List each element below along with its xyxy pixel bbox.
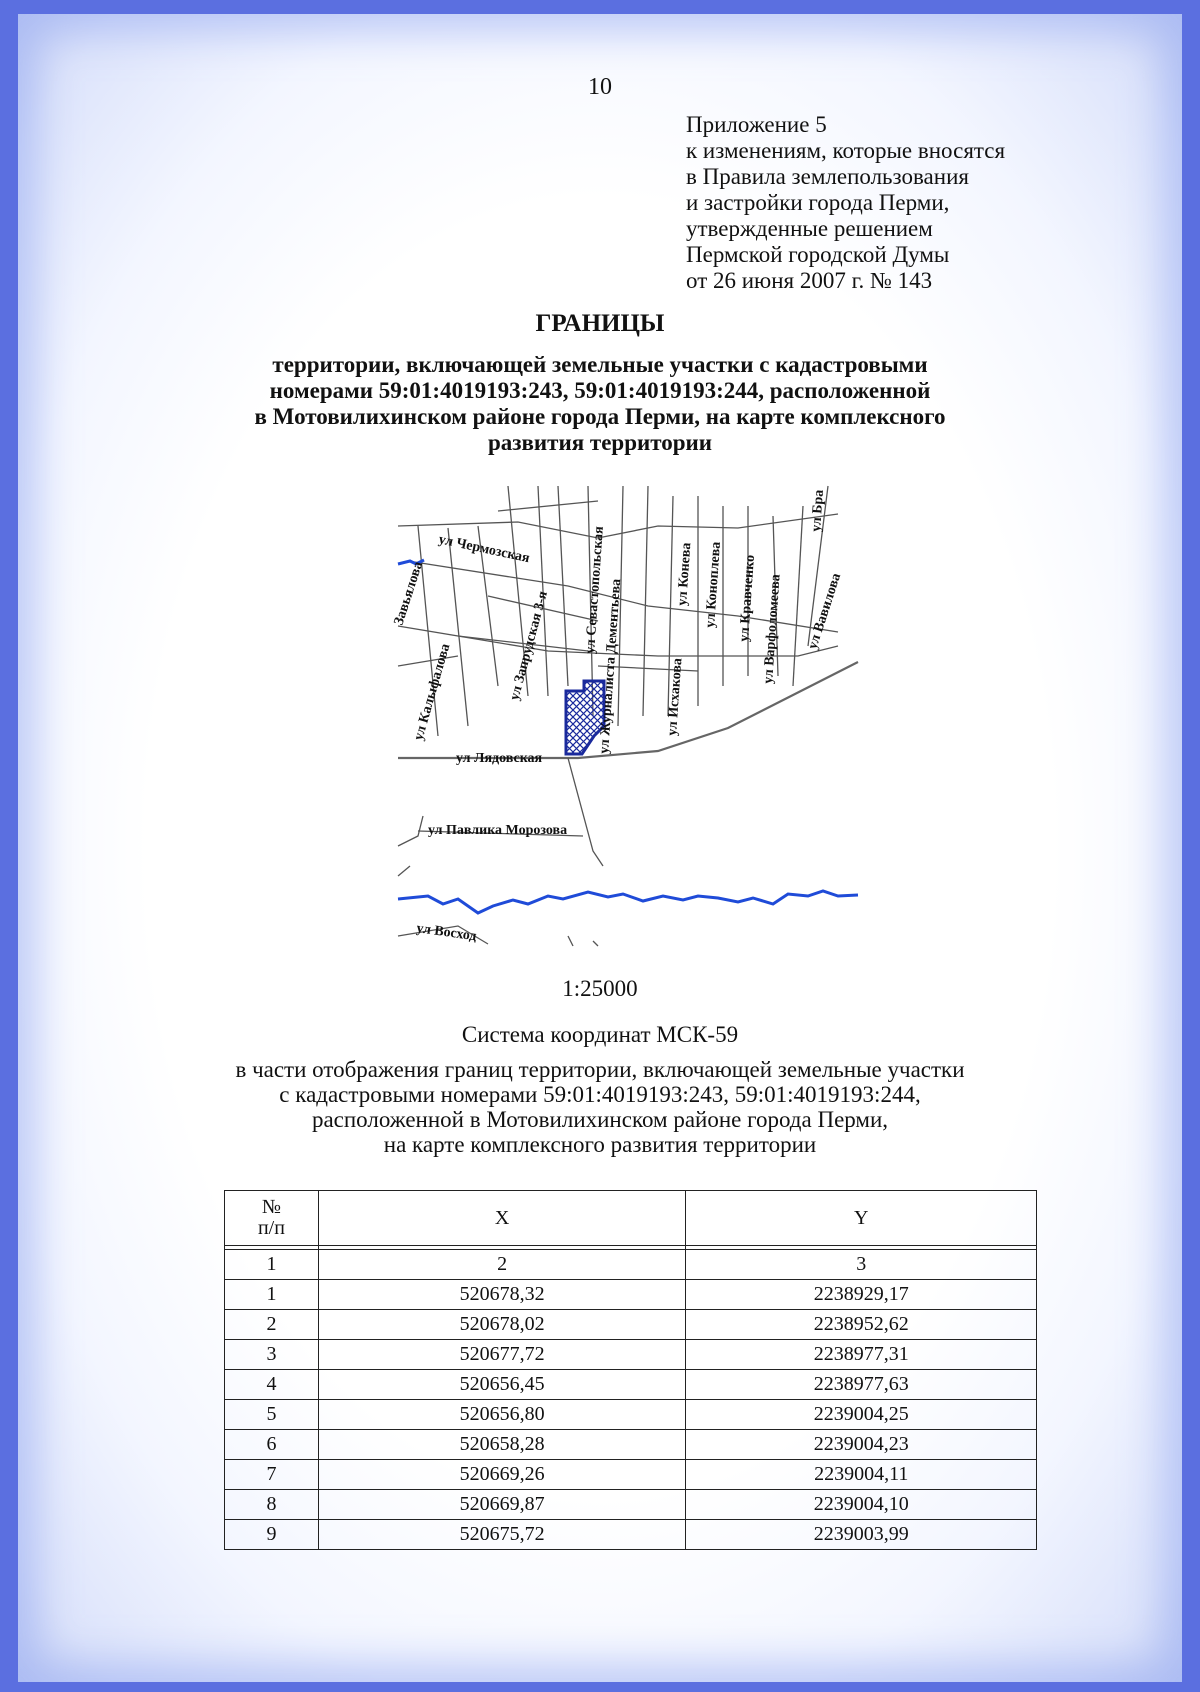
column-number-row: 1 2 3: [225, 1250, 1037, 1280]
document-subtitle: [150, 352, 1050, 456]
table-row: 3 520677,72 2238977,31: [225, 1340, 1037, 1370]
page-number: 10: [588, 74, 612, 100]
subtitle-line: развития территории: [487, 430, 713, 455]
header-y: Y: [686, 1191, 1037, 1246]
street-label: ул Бра: [809, 489, 827, 533]
description-line: на карте комплексного развития территории: [383, 1132, 817, 1157]
table-row: 5 520656,80 2239004,25: [225, 1400, 1037, 1430]
table-row: 4 520656,45 2238977,63: [225, 1370, 1037, 1400]
appendix-line: к изменениям, которые вносятся: [686, 138, 1006, 163]
subtitle-line: территории, включающей земельные участки с кадастровыми: [272, 352, 928, 377]
street-label: ул Чермозская: [437, 532, 531, 567]
street-label: ул Коноплева: [703, 541, 725, 629]
subtitle-line: в Мотовилихинском районе города Перми, на карте комплексного: [254, 404, 946, 429]
appendix-line: от 26 июня 2007 г. № 143: [686, 268, 933, 293]
appendix-line: Пермской городской Думы: [686, 242, 950, 267]
header-x: X: [318, 1191, 686, 1246]
street-label: ул Кравченко: [737, 554, 759, 643]
description-line: с кадастровыми номерами 59:01:4019193:243, 59:01:4019193:244,: [279, 1082, 921, 1107]
coordinate-system: Система координат МСК-59: [461, 1022, 739, 1047]
document-title: ГРАНИЦЫ: [535, 310, 665, 337]
subtitle-line: номерами 59:01:4019193:243, 59:01:4019193:244, расположенной: [269, 378, 931, 403]
territory-map: [391, 486, 858, 946]
street-label: ул Варфоломеева: [761, 573, 784, 685]
street-label: ул Севастопольская: [583, 525, 607, 655]
description-line: в части отображения границ территории, включающей земельные участки: [235, 1057, 965, 1082]
river-bottom: [398, 891, 858, 913]
street-label: ул Павлика Морозова: [428, 823, 568, 838]
street-label: ул Конева: [675, 542, 695, 607]
table-header-row: [225, 1191, 1037, 1246]
description-line: расположенной в Мотовилихинском районе города Перми,: [311, 1107, 889, 1132]
street-label: ул Запрудская 3-я: [507, 589, 551, 703]
appendix-line: Приложение 5: [686, 112, 827, 137]
street-label: Завьялова: [391, 559, 427, 628]
table-row: 9 520675,72 2239003,99: [225, 1520, 1037, 1550]
appendix-line: в Правила землепользования: [686, 164, 969, 189]
table-row: 2 520678,02 2238952,62: [225, 1310, 1037, 1340]
appendix-line: и застройки города Перми,: [686, 190, 950, 215]
appendix-reference: [686, 112, 1005, 294]
table-row: 1 520678,32 2238929,17: [225, 1280, 1037, 1310]
street-label: ул Исхакова: [665, 657, 686, 737]
table-row: 8 520669,87 2239004,10: [225, 1490, 1037, 1520]
street-label: ул Восход: [415, 921, 478, 945]
map-streets: [398, 486, 858, 946]
street-label: ул Вавилова: [805, 571, 845, 652]
table-row: 7 520669,26 2239004,11: [225, 1460, 1037, 1490]
coordinates-table: [224, 1190, 1037, 1550]
header-number: № п/п: [225, 1191, 319, 1246]
table-row: 6 520658,28 2239004,23: [225, 1430, 1037, 1460]
map-scale: 1:25000: [562, 976, 638, 1001]
street-label: ул Лядовская: [456, 751, 543, 766]
street-label: ул Калыфалова: [411, 642, 454, 743]
street-label: ул Журналиста Дементьева: [597, 578, 625, 755]
coordinates-description: [150, 1057, 1050, 1157]
appendix-line: утвержденные решением: [686, 216, 933, 241]
